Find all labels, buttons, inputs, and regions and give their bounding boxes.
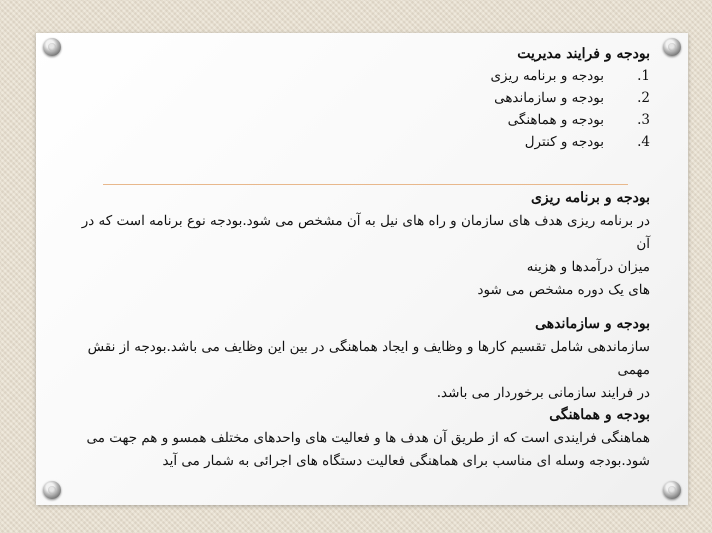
section-line: سازماندهی شامل تقسیم کارها و وظایف و ایجاد هماهنگی در بین این وظایف می باشد.بودجه از نقش مهمی: [87, 339, 650, 378]
pushpin-icon: [663, 481, 681, 499]
toc-item-number: 3.: [637, 112, 650, 128]
pushpin-icon: [43, 38, 61, 56]
section-line: های یک دوره مشخص می شود: [477, 282, 650, 298]
pushpin-icon: [663, 38, 681, 56]
toc-item-label: بودجه و برنامه ریزی: [490, 68, 604, 84]
section-line: شود.بودجه وسله ای مناسب برای هماهنگی فعالیت دستگاه های اجرائی به شمار می آید: [162, 453, 650, 469]
section-line: میزان درآمدها و هزینه: [526, 259, 650, 275]
section-organizing: [70, 313, 650, 405]
toc-item: [490, 109, 650, 131]
toc-title: بودجه و فرایند مدیریت: [517, 46, 650, 62]
section-divider: [103, 184, 628, 185]
section-title: بودجه و سازماندهی: [535, 316, 650, 332]
toc-item-number: 1.: [637, 68, 650, 84]
toc-item-number: 2.: [637, 90, 650, 106]
section-title: بودجه و برنامه ریزی: [530, 190, 650, 206]
toc-item: [490, 131, 650, 153]
toc-item: [490, 87, 650, 109]
section-coordination: [70, 404, 650, 473]
section-title: بودجه و هماهنگی: [549, 407, 650, 423]
table-of-contents: [490, 43, 650, 153]
pushpin-icon: [43, 481, 61, 499]
toc-item-label: بودجه و کنترل: [524, 134, 604, 150]
section-planning: [70, 187, 650, 302]
toc-item-label: بودجه و هماهنگی: [507, 112, 604, 128]
section-line: در برنامه ریزی هدف های سازمان و راه های نیل به آن مشخص می شود.بودجه نوع برنامه است که در آن: [81, 213, 650, 252]
toc-item: [490, 65, 650, 87]
section-line: در فرایند سازمانی برخوردار می باشد.: [436, 385, 650, 401]
section-line: هماهنگی فرایندی است که از طریق آن هدف ها و فعالیت های واحدهای مختلف همسو و هم جهت می: [86, 430, 650, 446]
toc-item-label: بودجه و سازماندهی: [494, 90, 604, 106]
toc-item-number: 4.: [637, 134, 650, 150]
